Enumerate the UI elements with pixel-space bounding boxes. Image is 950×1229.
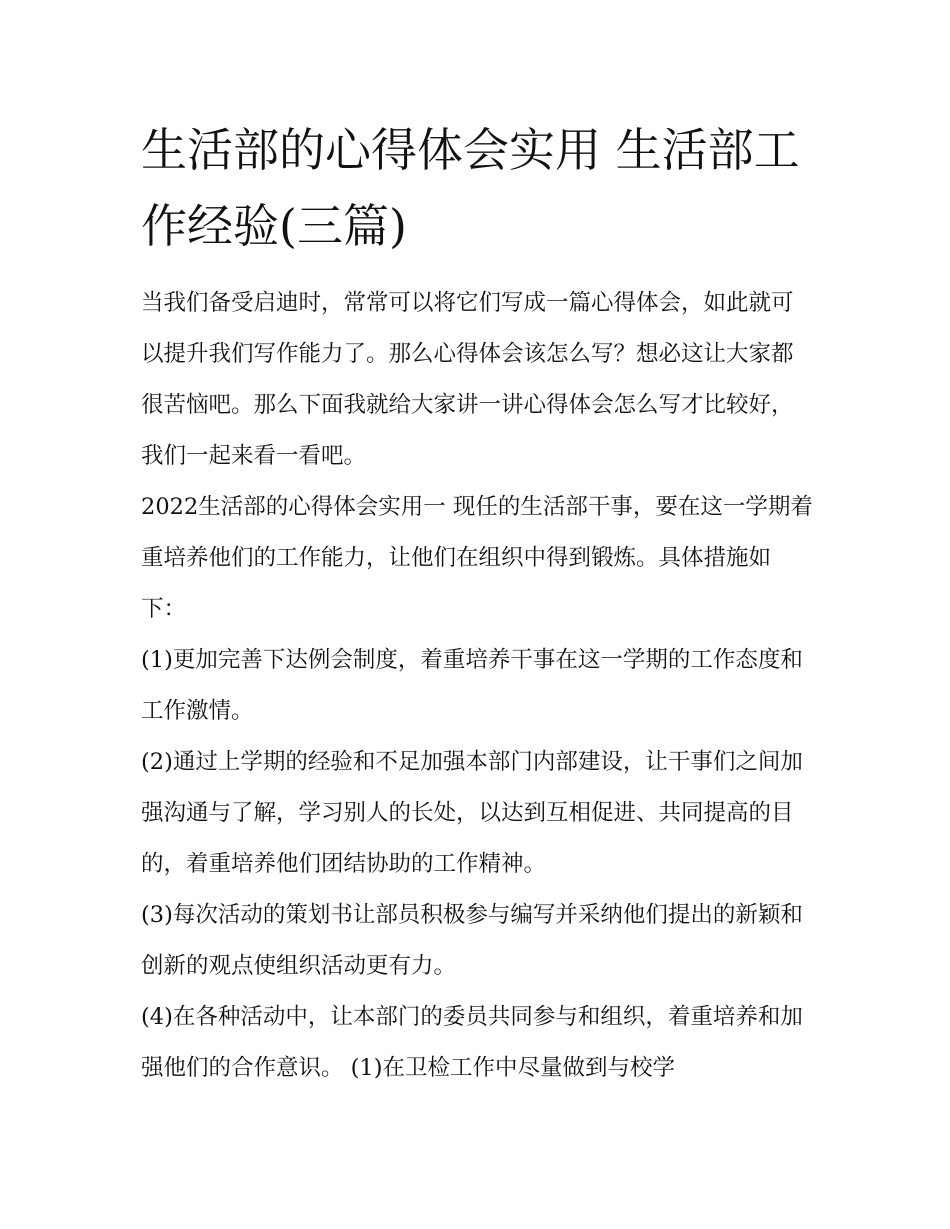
list-item-3: (3)每次活动的策划书让部员积极参与编写并采纳他们提出的新颖和创新的观点使组织活动更有力。 [141,902,803,979]
list-item-2: (2)通过上学期的经验和不足加强本部门内部建设，让干事们之间加强沟通与了解，学习别人的长处，以达到互相促进、共同提高的目的，着重培养他们团结协助的工作精神。 [141,749,803,877]
list-item-1: (1)更加完善下达例会制度，着重培养干事在这一学期的工作态度和工作激情。 [141,647,803,724]
document-body [141,278,813,1094]
document-title: 生活部的心得体会实用 生活部工作经验(三篇) [141,123,800,253]
intro-paragraph: 当我们备受启迪时，常常可以将它们写成一篇心得体会，如此就可以提升我们写作能力了。那么心得体会该怎么写？想必这让大家都很苦恼吧。那么下面我就给大家讲一讲心得体会怎么写才比较好，我们一起来看一看吧。 [141,290,794,469]
list-item-4: (4)在各种活动中，让本部门的委员共同参与和组织，着重培养和加强他们的合作意识。 (1)在卫检工作中尽量做到与校学 [141,1004,803,1081]
section-one-paragraph: 2022生活部的心得体会实用一 现任的生活部干事，要在这一学期着重培养他们的工作能力，让他们在组织中得到锻炼。具体措施如下： [141,494,813,622]
